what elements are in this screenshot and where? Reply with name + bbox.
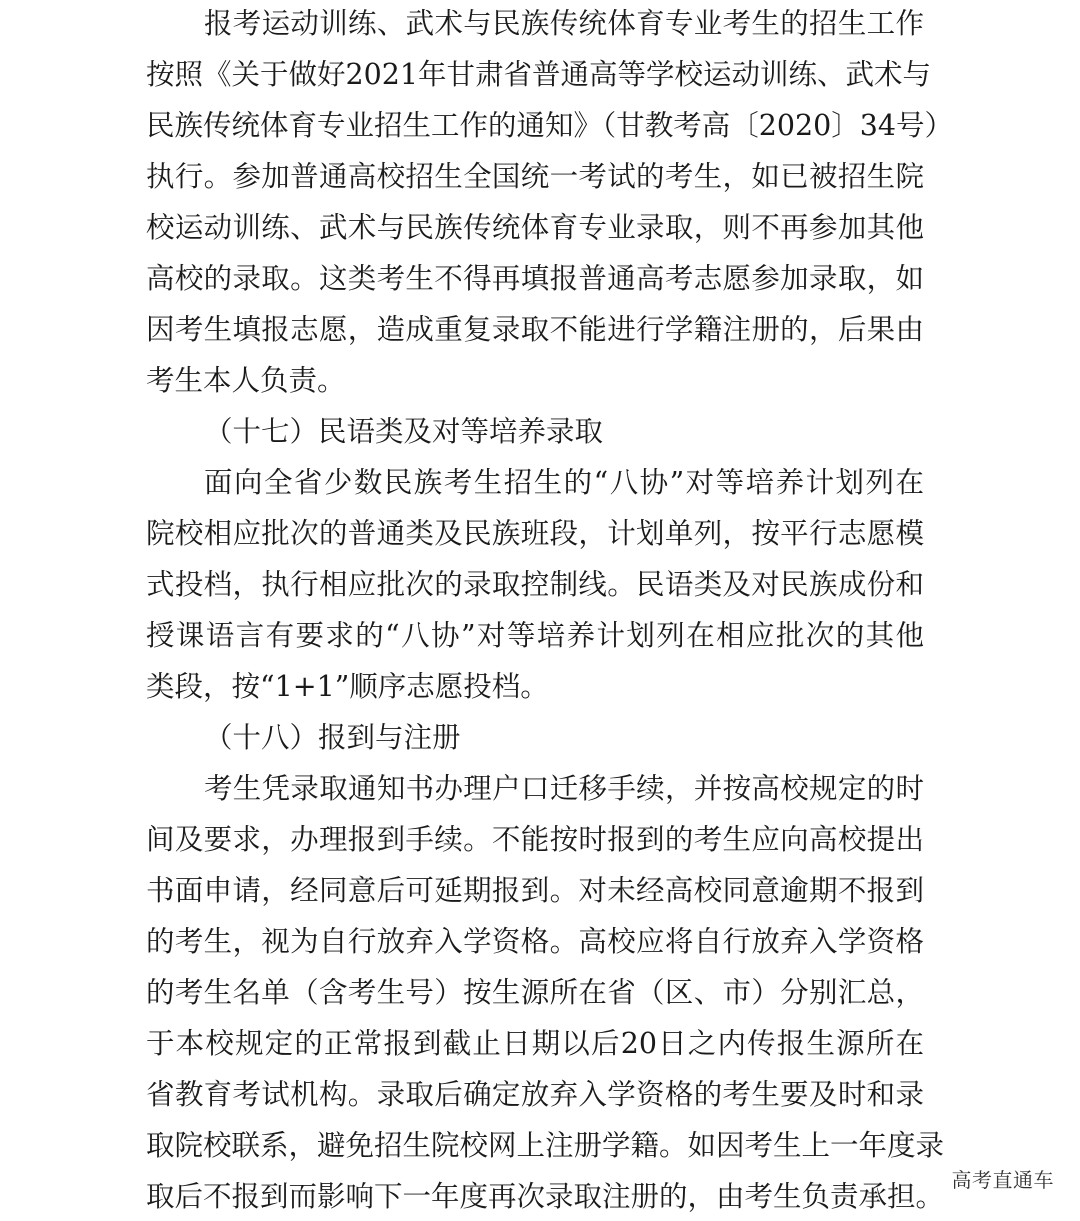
paragraph-line: 执行。参加普通高校招生全国统一考试的考生，如已被招生院 <box>146 160 924 193</box>
paragraph-line: 授课语言有要求的“八协”对等培养计划列在相应批次的其他 <box>146 619 924 652</box>
paragraph-line: 取后不报到而影响下一年度再次录取注册的，由考生负责承担。 <box>146 1180 945 1213</box>
section-heading: （十七）民语类及对等培养录取 <box>204 415 604 448</box>
paragraph-line: 面向全省少数民族考生招生的“八协”对等培养计划列在 <box>204 466 924 499</box>
paragraph-line: 考生本人负责。 <box>146 364 346 397</box>
paragraph-line: 于本校规定的正常报到截止日期以后20日之内传报生源所在 <box>146 1027 924 1060</box>
paragraph-line: 民族传统体育专业招生工作的通知》（甘教考高〔2020〕34号） <box>146 109 954 142</box>
paragraph-line: 因考生填报志愿，造成重复录取不能进行学籍注册的，后果由 <box>146 313 924 346</box>
section-heading: （十八）报到与注册 <box>204 721 461 754</box>
watermark-label: 高考直通车 <box>951 1168 1054 1192</box>
paragraph-line: 书面申请，经同意后可延期报到。对未经高校同意逾期不报到 <box>146 874 924 907</box>
paragraph-line: 取院校联系，避免招生院校网上注册学籍。如因考生上一年度录 <box>146 1129 945 1162</box>
paragraph-line: 的考生名单（含考生号）按生源所在省（区、市）分别汇总， <box>146 976 924 1009</box>
paragraph-line: 间及要求，办理报到手续。不能按时报到的考生应向高校提出 <box>146 823 924 856</box>
paragraph-line: 类段，按“1+1”顺序志愿投档。 <box>146 670 549 703</box>
paragraph-line: 校运动训练、武术与民族传统体育专业录取，则不再参加其他 <box>146 211 924 244</box>
paragraph-line: 报考运动训练、武术与民族传统体育专业考生的招生工作 <box>204 7 924 40</box>
paragraph-line: 按照《关于做好2021年甘肃省普通高等学校运动训练、武术与 <box>146 58 932 91</box>
paragraph-line: 院校相应批次的普通类及民族班段，计划单列，按平行志愿模 <box>146 517 924 550</box>
paragraph-line: 的考生，视为自行放弃入学资格。高校应将自行放弃入学资格 <box>146 925 924 958</box>
paragraph-line: 考生凭录取通知书办理户口迁移手续，并按高校规定的时 <box>204 772 924 805</box>
paragraph-line: 省教育考试机构。录取后确定放弃入学资格的考生要及时和录 <box>146 1078 924 1111</box>
paragraph-line: 式投档，执行相应批次的录取控制线。民语类及对民族成份和 <box>146 568 924 601</box>
paragraph-line: 高校的录取。这类考生不得再填报普通高考志愿参加录取，如 <box>146 262 924 295</box>
